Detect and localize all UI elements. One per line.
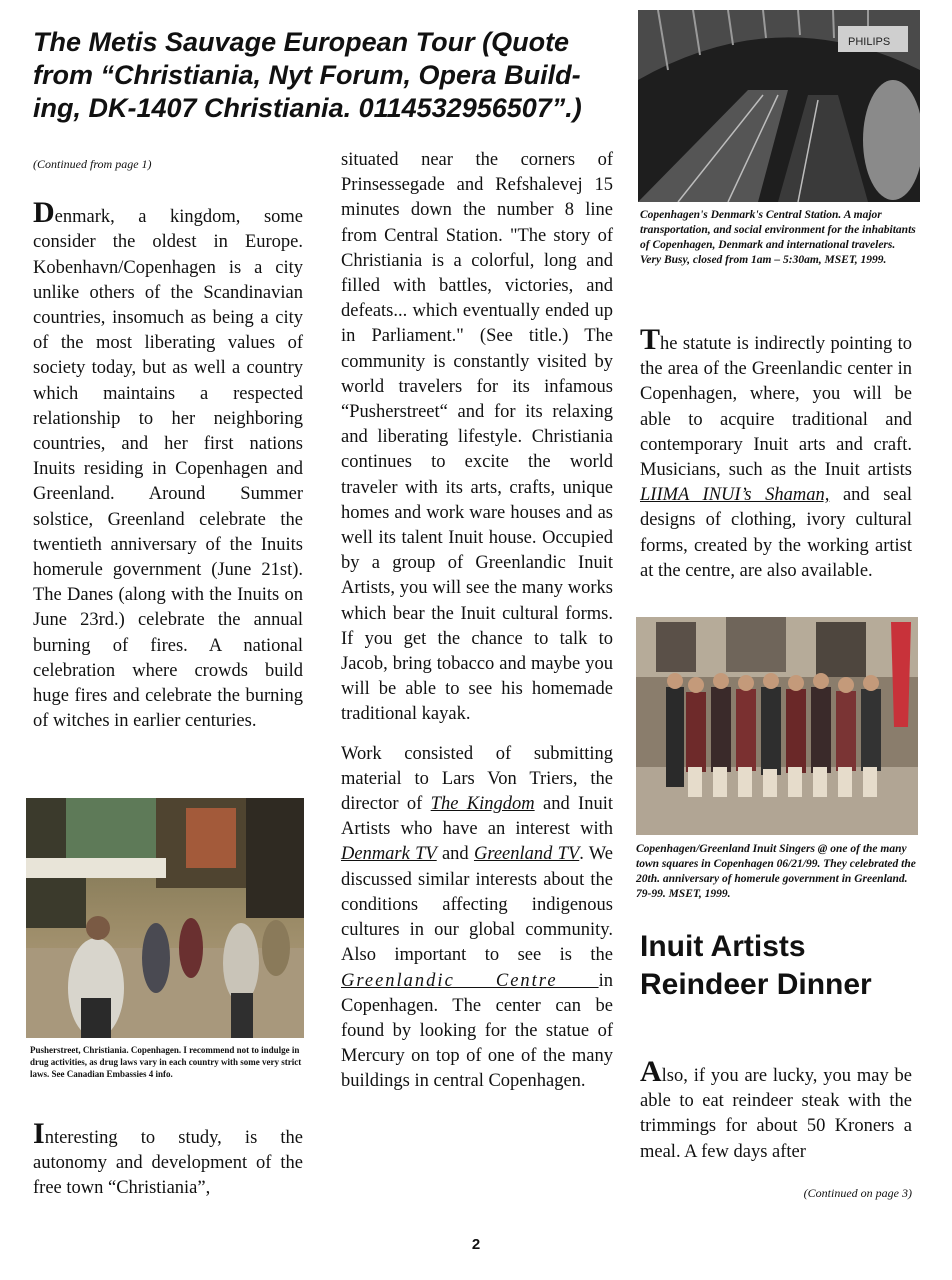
col3-p1-text-b: and seal designs of clothing, ivory cultural forms, created by the working artist at the centre, are also available. [640, 485, 912, 581]
greenland-tv-link[interactable]: Greenland TV [473, 844, 580, 865]
dropcap-d: D [33, 196, 55, 230]
greenlandic-centre-link[interactable]: Greenlandic Centre [341, 970, 599, 991]
continued-on-note: (Continued on page 3) [803, 1186, 912, 1200]
dropcap-a: A [640, 1055, 662, 1088]
column-1-bottom [33, 1117, 303, 1202]
page-number: 2 [471, 1236, 481, 1253]
column-3-bottom [640, 1055, 912, 1165]
col1-paragraph-1-text: enmark, a kingdom, some consider the oldest in Europe. Kobenhavn/Copenhagen is a city unlike others of the Scandinavian countries, insomuch as being a city of the most liberating values of society today, but as well a country which maintains a respected relationship to her neighboring countries, and her first nations Inuits residing in Copenhagen and Greenland. Around Summer solstice, Greenland celebrate the twentieth anniversary of the Inuits homerule government (June 21st). The Danes (along with the Inuits on June 23rd.) celebrate the annual burning of fires. A national celebration where crowds build huge fires and celebrate the burning of witches in earlier centuries. [33, 207, 303, 732]
col1-paragraph-2-text: nteresting to study, is the autonomy and development of the free town “Christiania”, [33, 1128, 303, 1199]
liima-inui-shaman-link[interactable]: LIIMA INUI’s Shaman, [640, 485, 830, 506]
col3-paragraph-2 [640, 1055, 912, 1165]
the-kingdom-link[interactable]: The Kingdom [430, 794, 535, 815]
philips-sign: PHILIPS [848, 36, 891, 48]
central-station-photo [638, 10, 920, 202]
reindeer-dinner-subhead: Inuit Artists Reindeer Dinner [640, 930, 872, 1001]
pusherstreet-caption: Pusherstreet, Christiania. Copenhagen. I recommend not to indulge in drug activities, as drug laws vary in each country with some very strict laws. See Canadian Embassies 4 info. [30, 1045, 302, 1079]
dropcap-i: I [33, 1117, 45, 1150]
dropcap-t: T [640, 323, 661, 356]
col3-p1-text-a: he statute is indirectly pointing to the area of the Greenlandic center in Copenhagen, where, you will be able to acquire traditional and contemporary Inuit arts and craft. Musicians, such as the Inuit artists [640, 334, 912, 481]
continued-from-note: (Continued from page 1) [33, 157, 152, 171]
central-station-caption: Copenhagen's Denmark's Central Station. A major transportation, and social environment for the inhabitants of Copenhagen, Denmark and international travelers. Very Busy, closed from 1am – 5:30am, MSET, 1999. [640, 209, 916, 266]
article-headline: The Metis Sauvage European Tour (Quote from “Christiania, Nyt Forum, Opera Build-ing, DK-1407 Christiania. 0114532956507”.) [33, 27, 582, 123]
col2-p2-text-d: . We discussed similar interests about the conditions affecting indigenous cultures in our global community. Also important to see is the [341, 844, 613, 966]
col2-paragraph-1: situated near the corners of Prinsessegade and Refshalevej 15 minutes down the number 8 line from Central Station. "The story of Christiania is a colorful, long and filled with battles, victories, and defeats... which eventually ended up in Parliament." (See title.) The community is constantly visited by world travelers for its infamous “Pusherstreet“ and for its relaxing and liberating lifestyle. Christiania continues to excite the world traveler with its arts, crafts, unique homes and work ware houses and as well its talent Inuit house. Occupied by a group of Greenlandic Inuit Artists, you will see the many works which bear the Inuit cultural forms. If you get the chance to talk to Jacob, bring tobacco and maybe you will be able to see his homemade traditional kayak. [341, 150, 613, 725]
col1-paragraph-2 [33, 1117, 303, 1202]
inuit-singers-photo [636, 617, 918, 835]
col3-paragraph-1 [640, 323, 912, 584]
col2-paragraph-2 [341, 742, 613, 1095]
col1-paragraph-1 [33, 196, 303, 734]
inuit-singers-caption: Copenhagen/Greenland Inuit Singers @ one of the many town squares in Copenhagen 06/21/99. They celebrated the 20th. anniversary of homerule government in Greenland. 79-99. MSET, 1999. [636, 843, 916, 900]
col3-paragraph-2-text: lso, if you are lucky, you may be able to eat reindeer steak with the trimmings for about 50 Kroners a meal. A few days after [640, 1066, 912, 1162]
col2-p2-text-e: in Copenhagen. The center can be found by looking for the statue of Mercury on top of one of the many buildings in central Copenhagen. [341, 970, 613, 1092]
column-3-top [640, 323, 912, 584]
col2-p2-text-a: Work consisted of submitting material to Lars Von Triers, the director of [341, 743, 613, 815]
denmark-tv-link[interactable]: Denmark TV [341, 844, 437, 865]
col2-p2-text-b: and Inuit Artists who have an interest with [341, 794, 614, 840]
column-1 [33, 152, 303, 734]
column-2 [341, 148, 613, 1095]
pusherstreet-photo [26, 798, 304, 1038]
col2-p2-text-c: and [436, 844, 474, 865]
